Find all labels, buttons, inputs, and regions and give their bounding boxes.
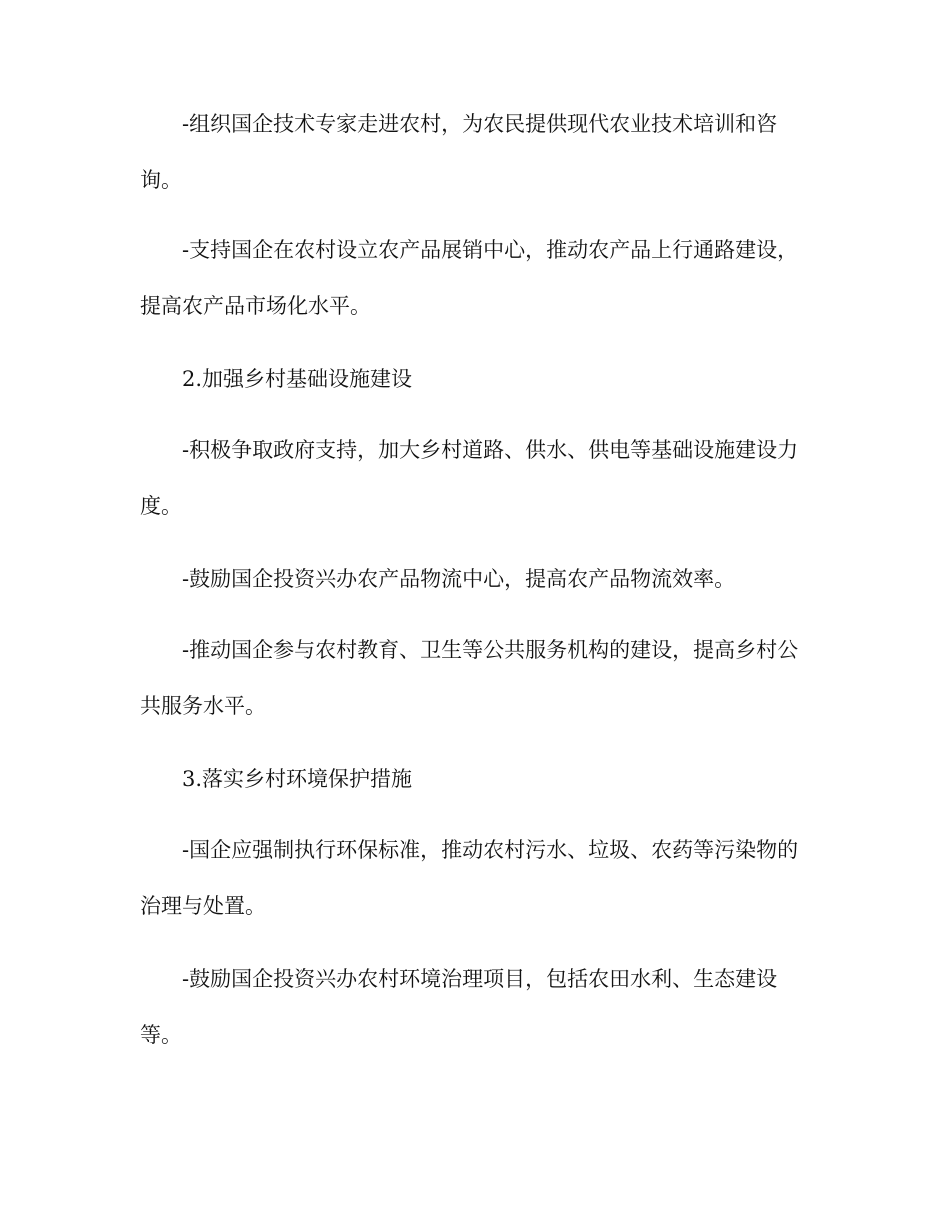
paragraph-public-services: -推动国企参与农村教育、卫生等公共服务机构的建设，提高乡村公共服务水平。 [140,638,799,718]
paragraph-tech-training: -组织国企技术专家走进农村，为农民提供现代农业技术培训和咨询。 [140,112,778,192]
paragraph-environmental-projects: -鼓励国企投资兴办农村环境治理项目，包括农田水利、生态建设等。 [140,967,778,1047]
section-heading-infrastructure: 2.加强乡村基础设施建设 [182,367,413,391]
paragraph-government-support: -积极争取政府支持，加大乡村道路、供水、供电等基础设施建设力度。 [140,438,799,518]
section-heading-environment: 3.落实乡村环境保护措施 [182,767,413,791]
paragraph-sales-center: -支持国企在农村设立农产品展销中心，推动农产品上行通路建设，提高农产品市场化水平。 [140,238,799,318]
paragraph-environmental-standards: -国企应强制执行环保标准，推动农村污水、垃圾、农药等污染物的治理与处置。 [140,838,799,918]
paragraph-logistics-center: -鼓励国企投资兴办农产品物流中心，提高农产品物流效率。 [182,567,736,591]
